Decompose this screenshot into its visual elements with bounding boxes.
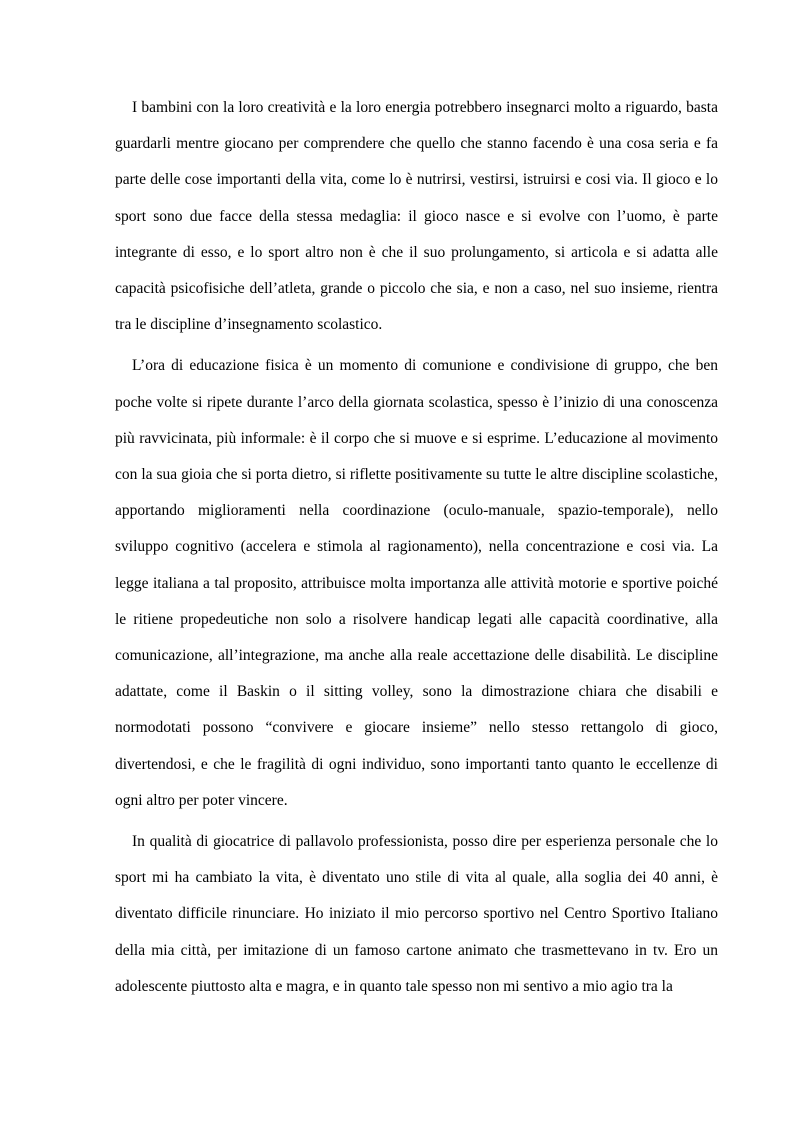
document-page bbox=[115, 90, 718, 1010]
paragraph-educazione-fisica: L’ora di educazione fisica è un momento di comunione e condivisione di gruppo, che ben poche volte si ripete durante l’arco della giornata scolastica, spesso è l’inizio di una conoscenza più ravvicinata, più informale: è il corpo che si muove e si esprime. L’educazione al movimento con la sua gioia che si porta dietro, si riflette positivamente su tutte le altre discipline scolastiche, apportando miglioramenti nella coordinazione (oculo-manuale, spazio-temporale), nello sviluppo cognitivo (accelera e stimola al ragionamento), nella concentrazione e cosi via. La legge italiana a tal proposito, attribuisce molta importanza alle attività motorie e sportive poiché le ritiene propedeutiche non solo a risolvere handicap legati alle capacità coordinative, alla comunicazione, all’integrazione, ma anche alla reale accettazione delle disabilità. Le discipline adattate, come il Baskin o il sitting volley, sono la dimostrazione chiara che disabili e normodotati possono “convivere e giocare insieme” nello stesso rettangolo di gioco, divertendosi, e che le fragilità di ogni individuo, sono importanti tanto quanto le eccellenze di ogni altro per poter vincere. bbox=[115, 357, 718, 809]
paragraph-bambini-gioco: I bambini con la loro creatività e la loro energia potrebbero insegnarci molto a riguardo, basta guardarli mentre giocano per comprendere che quello che stanno facendo è una cosa seria e fa parte delle cose importanti della vita, come lo è nutrirsi, vestirsi, istruirsi e cosi via. Il gioco e lo sport sono due facce della stessa medaglia: il gioco nasce e si evolve con l’uomo, è parte integrante di esso, e lo sport altro non è che il suo prolungamento, si articola e si adatta alle capacità psicofisiche dell’atleta, grande o piccolo che sia, e non a caso, nel suo insieme, rientra tra le discipline d’insegnamento scolastico. bbox=[115, 99, 718, 334]
paragraph-esperienza-personale: In qualità di giocatrice di pallavolo professionista, posso dire per esperienza personale che lo sport mi ha cambiato la vita, è diventato uno stile di vita al quale, alla soglia dei 40 anni, è diventato difficile rinunciare. Ho iniziato il mio percorso sportivo nel Centro Sportivo Italiano della mia città, per imitazione di un famoso cartone animato che trasmettevano in tv. Ero un adolescente piuttosto alta e magra, e in quanto tale spesso non mi sentivo a mio agio tra la bbox=[115, 833, 718, 995]
